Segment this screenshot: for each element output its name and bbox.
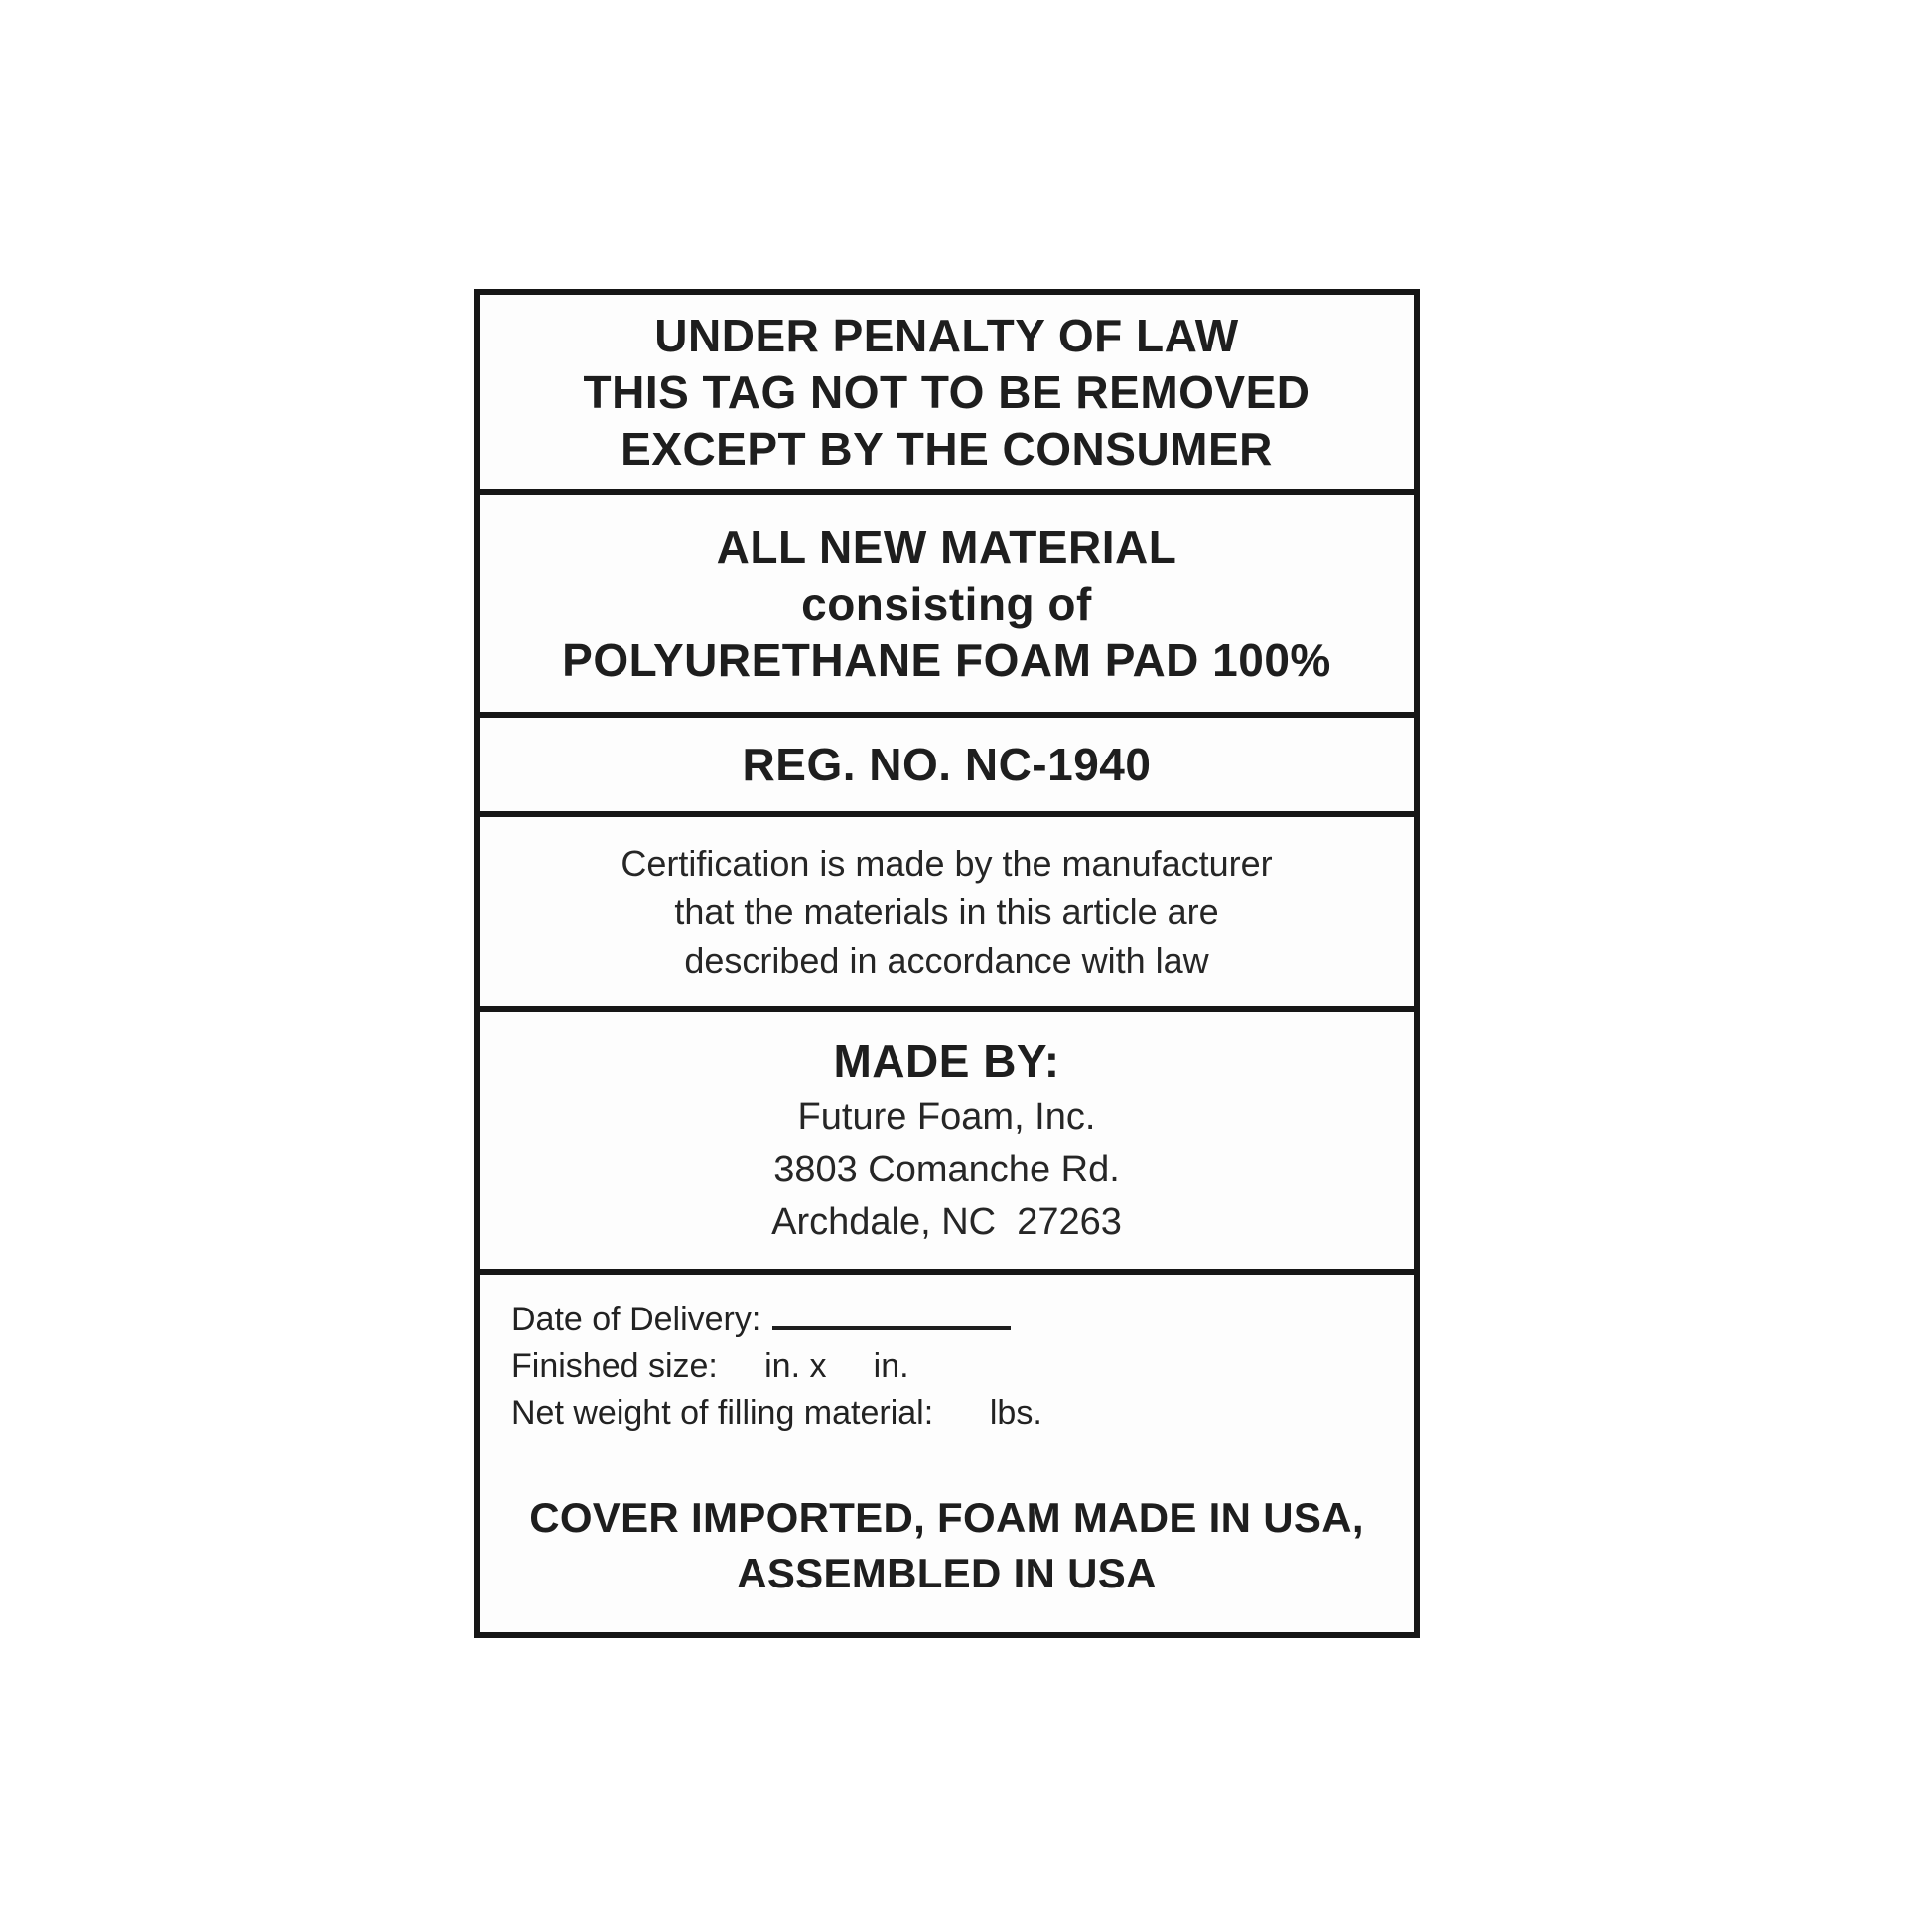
made-by-heading: MADE BY:	[833, 1035, 1060, 1087]
fill-in-details	[480, 1297, 1414, 1437]
date-of-delivery-line	[511, 1297, 1414, 1343]
material-line: POLYURETHANE FOAM PAD 100%	[562, 633, 1331, 686]
net-weight-line: Net weight of filling material: lbs.	[511, 1394, 1042, 1432]
penalty-line: THIS TAG NOT TO BE REMOVED	[583, 365, 1311, 418]
certification-line: Certification is made by the manufacturer	[621, 842, 1273, 884]
finished-size-line: Finished size: in. x in.	[511, 1347, 909, 1385]
registration-section	[480, 718, 1414, 817]
details-section	[480, 1275, 1414, 1632]
certification-line: that the materials in this article are	[674, 891, 1219, 932]
registration-number: REG. NO. NC-1940	[742, 738, 1152, 790]
material-section	[480, 495, 1414, 718]
cover-origin-line: COVER IMPORTED, FOAM MADE IN USA,	[529, 1494, 1364, 1541]
material-line: ALL NEW MATERIAL	[716, 520, 1177, 573]
cover-origin-line: ASSEMBLED IN USA	[737, 1550, 1157, 1596]
penalty-section	[480, 295, 1414, 495]
manufacturer-street: 3803 Comanche Rd.	[773, 1149, 1120, 1190]
date-of-delivery-label: Date of Delivery:	[511, 1301, 761, 1338]
law-tag-label	[474, 289, 1420, 1638]
certification-section	[480, 817, 1414, 1012]
penalty-line: EXCEPT BY THE CONSUMER	[621, 422, 1273, 475]
manufacturer-name: Future Foam, Inc.	[797, 1096, 1096, 1138]
certification-line: described in accordance with law	[684, 939, 1209, 981]
date-of-delivery-blank	[772, 1297, 1011, 1330]
made-by-section	[480, 1012, 1414, 1275]
cover-origin-block	[480, 1490, 1414, 1601]
material-line: consisting of	[801, 577, 1092, 629]
manufacturer-city-state-zip: Archdale, NC 27263	[771, 1201, 1122, 1243]
penalty-line: UNDER PENALTY OF LAW	[654, 309, 1239, 361]
